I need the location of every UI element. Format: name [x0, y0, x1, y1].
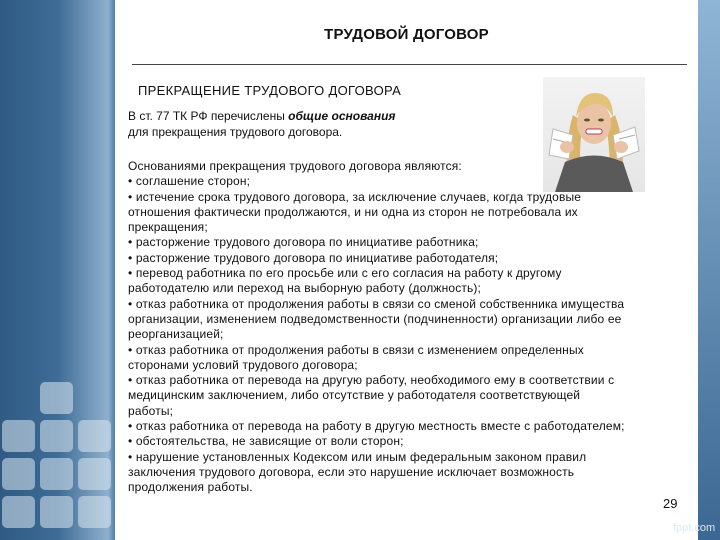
- list-line: реорганизацией;: [128, 327, 224, 342]
- list-line: • обстоятельства, не зависящие от воли сторон;: [128, 434, 404, 449]
- decor-square: [78, 458, 111, 490]
- intro-text-start: В ст. 77 ТК РФ перечислены: [128, 109, 289, 123]
- list-line: • перевод работника по его просьбе или с его согласия на работу к другому: [128, 266, 562, 281]
- grounds-list: [128, 159, 698, 496]
- list-line: • отказ работника от перевода на другую работу, необходимого ему в соответствии с: [128, 373, 615, 388]
- section-subtitle: ПРЕКРАЩЕНИЕ ТРУДОВОГО ДОГОВОРА: [138, 83, 402, 98]
- list-line: работодателю или переход на выборную работу (должность);: [128, 281, 482, 296]
- decor-square: [40, 420, 73, 452]
- decor-square: [40, 382, 73, 414]
- decor-square: [40, 496, 73, 528]
- right-decor-strip: [698, 0, 720, 540]
- list-line: продолжения работы.: [128, 480, 253, 495]
- list-line: • истечение срока трудового договора, за исключение случаев, когда трудовые: [128, 189, 582, 204]
- list-line: работы;: [128, 403, 174, 418]
- list-line: медицинским заключением, либо отсутствие у работодателя соответствующей: [128, 388, 581, 403]
- slide-canvas: [115, 0, 698, 540]
- list-line: отношения фактически продолжаются, и ни одна из сторон не потребовала их: [128, 204, 578, 219]
- list-line: • отказ работника от перевода на работу в другую местность вместе с работодателем;: [128, 419, 625, 434]
- list-line: организации, изменением подведомственности (подчиненности) организации либо ее: [128, 311, 622, 326]
- list-line: Основаниями прекращения трудового договора являются:: [128, 159, 462, 173]
- list-line: • расторжение трудового договора по инициативе работника;: [128, 235, 479, 250]
- decor-square: [2, 458, 35, 490]
- title-divider: [132, 64, 687, 65]
- intro-paragraph: [128, 108, 548, 140]
- list-line: • расторжение трудового договора по инициативе работодателя;: [128, 250, 499, 265]
- list-line: заключения трудового договора, если это нарушение исключает возможность: [128, 464, 575, 479]
- intro-text-end: для прекращения трудового договора.: [128, 125, 343, 139]
- decor-square: [2, 420, 35, 452]
- list-line: • соглашение сторон;: [128, 174, 251, 189]
- decor-square: [78, 496, 111, 528]
- intro-emphasis: общие основания: [288, 109, 396, 123]
- decorative-squares-panel: [0, 0, 115, 540]
- list-line: прекращения;: [128, 220, 208, 235]
- list-line: • нарушение установленных Кодексом или иным федеральным законом правил: [128, 449, 587, 464]
- list-line: • отказ работника от продолжения работы в связи со сменой собственника имущества: [128, 296, 625, 311]
- slide-title: ТРУДОВОЙ ДОГОВОР: [324, 26, 489, 43]
- page-number: 29: [663, 496, 678, 511]
- decor-square: [40, 458, 73, 490]
- decor-square: [2, 496, 35, 528]
- list-line: • отказ работника от продолжения работы в связи с изменением определенных: [128, 342, 584, 357]
- watermark: fppt.com: [673, 522, 716, 534]
- decor-square: [78, 420, 111, 452]
- list-line: сторонами условий трудового договора;: [128, 357, 358, 372]
